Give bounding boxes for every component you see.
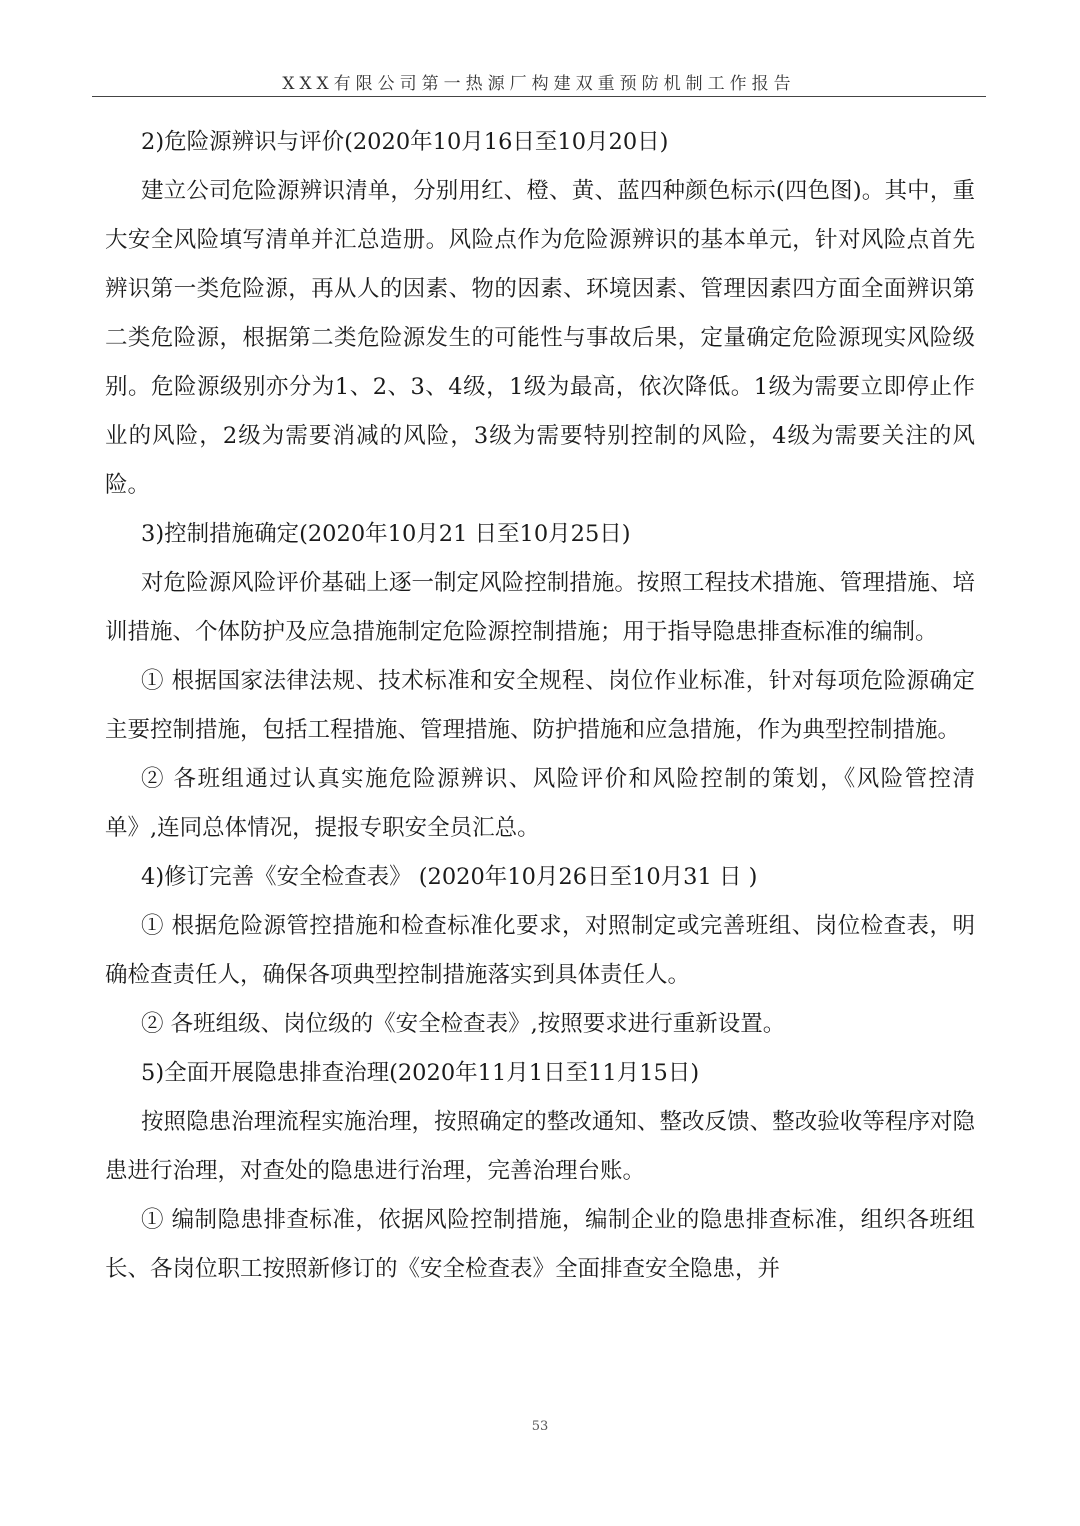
page-header-title: XXX有限公司第一热源厂构建双重预防机制工作报告 <box>282 74 796 94</box>
list-item-checklist-1: ① 根据危险源管控措施和检查标准化要求，对照制定或完善班组、岗位检查表，明确检查责任人，确保各项典型控制措施落实到具体责任人。 <box>105 913 975 988</box>
section-heading-control-measures: 3)控制措施确定(2020年10月21 日至10月25日) <box>141 521 631 547</box>
list-item-remediation-1: ① 编制隐患排查标准，依据风险控制措施，编制企业的隐患排查标准，组织各班组长、各岗位职工按照新修订的《安全检查表》全面排查安全隐患，并 <box>105 1207 975 1282</box>
page-number: 53 <box>531 1419 549 1434</box>
paragraph-control-measures: 对危险源风险评价基础上逐一制定风险控制措施。按照工程技术措施、管理措施、培训措施、个体防护及应急措施制定危险源控制措施；用于指导隐患排查标准的编制。 <box>105 570 975 645</box>
document-body <box>105 118 975 1294</box>
list-item-control-2: ② 各班组通过认真实施危险源辨识、风险评价和风险控制的策划，《风险管控清单》,连同总体情况，提报专职安全员汇总。 <box>105 766 975 841</box>
list-item-control-1: ① 根据国家法律法规、技术标准和安全规程、岗位作业标准，针对每项危险源确定主要控制措施，包括工程措施、管理措施、防护措施和应急措施，作为典型控制措施。 <box>105 668 975 743</box>
list-item-checklist-2: ② 各班组级、岗位级的《安全检查表》,按照要求进行重新设置。 <box>141 1011 786 1037</box>
paragraph-remediation: 按照隐患治理流程实施治理，按照确定的整改通知、整改反馈、整改验收等程序对隐患进行治理，对查处的隐患进行治理，完善治理台账。 <box>105 1109 975 1184</box>
paragraph-hazard-list: 建立公司危险源辨识清单，分别用红、橙、黄、蓝四种颜色标示(四色图)。其中，重大安全风险填写清单并汇总造册。风险点作为危险源辨识的基本单元，针对风险点首先辨识第一类危险源，再从人的因素、物的因素、环境因素、管理因素四方面全面辨识第二类危险源，根据第二类危险源发生的可能性与事故后果，定量确定危险源现实风险级别。危险源级别亦分为1、2、3、4级，1级为最高，依次降低。1级为需要立即停止作业的风险，2级为需要消减的风险，3级为需要特别控制的风险，4级为需要关注的风险。 <box>105 178 975 498</box>
section-heading-hazard-remediation: 5)全面开展隐患排查治理(2020年11月1日至11月15日) <box>141 1060 700 1086</box>
header-divider <box>92 96 986 97</box>
section-heading-safety-checklist: 4)修订完善《安全检查表》 (2020年10月26日至10月31 日 ) <box>141 864 758 890</box>
section-heading-hazard-identification: 2)危险源辨识与评价(2020年10月16日至10月20日) <box>141 129 669 155</box>
